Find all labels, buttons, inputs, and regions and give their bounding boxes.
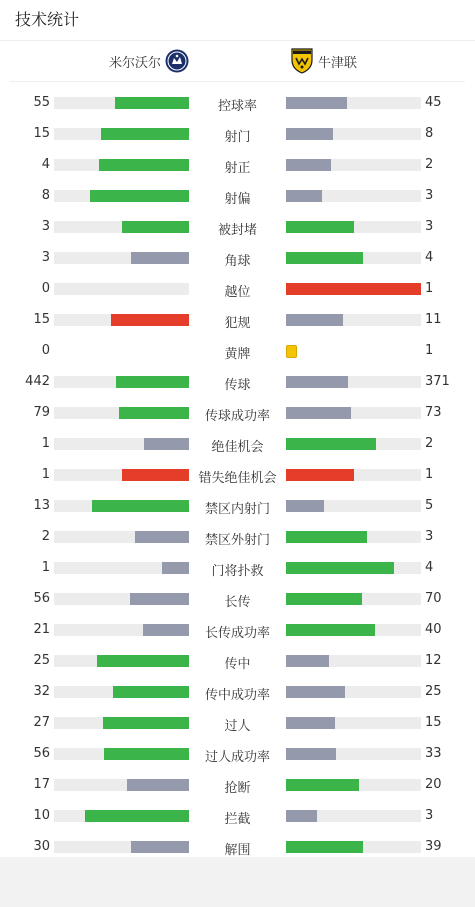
away-bar: [286, 655, 329, 667]
away-bar-track: [286, 593, 421, 605]
away-bar: [286, 159, 331, 171]
home-bar: [90, 190, 189, 202]
away-bar-track: [286, 469, 421, 481]
away-team-name: 牛津联: [318, 55, 358, 71]
away-bar-track: [286, 407, 421, 419]
stat-row: [0, 615, 475, 646]
away-bar-track: [286, 252, 421, 264]
stat-row: [0, 646, 475, 677]
stat-label: 越位: [224, 285, 251, 300]
stat-label: 射偏: [224, 192, 251, 207]
home-value: 15: [33, 126, 50, 141]
away-value: 371: [425, 374, 450, 389]
away-bar: [286, 531, 367, 543]
stat-row: [0, 801, 475, 832]
home-bar: [113, 686, 189, 698]
home-bar: [115, 97, 189, 109]
home-bar-track: [54, 469, 189, 481]
stat-row: [0, 739, 475, 770]
home-value: 15: [33, 312, 50, 327]
home-bar-track: [54, 190, 189, 202]
home-value: 4: [41, 157, 50, 172]
away-bar: [286, 469, 354, 481]
home-bar: [104, 748, 189, 760]
away-bar-track: [286, 562, 421, 574]
home-bar-track: [54, 283, 189, 295]
home-bar-track: [54, 376, 189, 388]
stat-row: [0, 88, 475, 119]
away-bar-track: [286, 624, 421, 636]
home-bar-track: [54, 407, 189, 419]
away-bar-track: [286, 97, 421, 109]
away-value: 8: [425, 126, 434, 141]
away-bar: [286, 593, 362, 605]
away-value: 2: [425, 436, 434, 451]
home-value: 1: [41, 467, 50, 482]
away-value: 15: [425, 715, 442, 730]
stat-label: 被封堵: [217, 223, 257, 238]
home-bar: [130, 593, 189, 605]
home-bar: [135, 531, 189, 543]
away-value: 20: [425, 777, 442, 792]
away-bar: [286, 221, 354, 233]
stat-label: 长传: [224, 595, 251, 610]
stat-row: [0, 150, 475, 181]
stat-label: 长传成功率: [204, 626, 270, 641]
stat-label: 犯规: [224, 316, 251, 331]
home-value: 1: [41, 560, 50, 575]
stat-row: [0, 429, 475, 460]
away-bar-track: [286, 779, 421, 791]
away-value: 5: [425, 498, 434, 513]
away-value: 73: [425, 405, 442, 420]
stat-row: [0, 243, 475, 274]
stat-label: 过人成功率: [204, 750, 270, 765]
home-bar-track: [54, 748, 189, 760]
home-value: 13: [33, 498, 50, 513]
stat-label: 拦截: [224, 812, 251, 827]
home-bar-track: [54, 686, 189, 698]
home-bar: [116, 376, 189, 388]
stat-row: [0, 553, 475, 584]
home-bar-track: [54, 97, 189, 109]
away-bar: [286, 252, 363, 264]
stat-label: 抢断: [224, 781, 251, 796]
away-bar-track: [286, 748, 421, 760]
stat-row: [0, 398, 475, 429]
home-value: 10: [33, 808, 50, 823]
stat-row: [0, 708, 475, 739]
away-value: 3: [425, 188, 434, 203]
stat-row: [0, 305, 475, 336]
home-bar-track: [54, 252, 189, 264]
away-team[interactable]: [290, 48, 357, 74]
stat-row: [0, 212, 475, 243]
home-bar: [99, 159, 189, 171]
home-bar-track: [54, 438, 189, 450]
stat-row: [0, 274, 475, 305]
home-value: 27: [33, 715, 50, 730]
away-bar-track: [286, 500, 421, 512]
away-value: 3: [425, 808, 434, 823]
home-value: 30: [33, 839, 50, 854]
stat-row: [0, 181, 475, 212]
home-value: 55: [33, 95, 50, 110]
page-title: 技术统计: [0, 0, 475, 41]
away-value: 45: [425, 95, 442, 110]
home-bar: [111, 314, 189, 326]
home-value: 1: [41, 436, 50, 451]
home-value: 25: [33, 653, 50, 668]
stat-label: 控球率: [217, 99, 257, 114]
stat-label: 过人: [224, 719, 251, 734]
home-bar: [131, 252, 189, 264]
stat-row: [0, 677, 475, 708]
stat-label: 绝佳机会: [211, 440, 264, 455]
away-bar: [286, 562, 394, 574]
away-bar: [286, 283, 421, 295]
home-value: 79: [33, 405, 50, 420]
stat-label: 传球成功率: [204, 409, 270, 424]
stat-label: 传球: [224, 378, 251, 393]
away-value: 3: [425, 219, 434, 234]
stat-row: [0, 770, 475, 801]
home-bar-track: [54, 593, 189, 605]
home-bar-track: [54, 717, 189, 729]
away-bar: [286, 407, 351, 419]
away-bar: [286, 779, 359, 791]
away-value: 3: [425, 529, 434, 544]
home-bar: [131, 841, 189, 853]
home-bar: [101, 128, 189, 140]
away-bar-track: [286, 376, 421, 388]
stat-row: [0, 584, 475, 615]
oxford-crest-icon: [290, 48, 314, 74]
home-bar: [119, 407, 189, 419]
teams-header: [10, 41, 465, 82]
away-bar-track: [286, 717, 421, 729]
home-bar-track: [54, 314, 189, 326]
home-bar-track: [54, 531, 189, 543]
stat-row: [0, 491, 475, 522]
home-value: 2: [41, 529, 50, 544]
away-bar: [286, 624, 375, 636]
home-bar-track: [54, 500, 189, 512]
away-value: 39: [425, 839, 442, 854]
yellow-card-icon: [286, 345, 297, 358]
home-bar: [122, 469, 190, 481]
home-bar-track: [54, 624, 189, 636]
home-bar: [144, 438, 189, 450]
away-value: 33: [425, 746, 442, 761]
home-value: 56: [33, 746, 50, 761]
stat-label: 角球: [224, 254, 251, 269]
away-bar-track: [286, 221, 421, 233]
home-value: 0: [41, 343, 50, 358]
away-bar: [286, 686, 345, 698]
away-bar: [286, 190, 322, 202]
away-bar-track: [286, 128, 421, 140]
home-bar-track: [54, 779, 189, 791]
stat-label: 门将扑救: [211, 564, 264, 579]
home-value: 56: [33, 591, 50, 606]
away-bar-track: [286, 159, 421, 171]
away-bar-track: [286, 283, 421, 295]
home-value: 0: [41, 281, 50, 296]
away-value: 1: [425, 467, 434, 482]
home-bar: [127, 779, 189, 791]
away-value: 2: [425, 157, 434, 172]
home-value: 442: [25, 374, 50, 389]
home-value: 21: [33, 622, 50, 637]
home-bar-track: [54, 128, 189, 140]
away-value: 40: [425, 622, 442, 637]
home-bar: [143, 624, 189, 636]
away-bar: [286, 314, 343, 326]
home-bar: [92, 500, 189, 512]
away-bar-track: [286, 841, 421, 853]
away-bar: [286, 810, 317, 822]
home-team-name: 米尔沃尔: [108, 55, 161, 71]
away-bar-track: [286, 655, 421, 667]
home-value: 3: [41, 219, 50, 234]
stat-label: 错失绝佳机会: [198, 471, 277, 486]
stat-label: 传中: [224, 657, 251, 672]
away-value: 1: [425, 343, 434, 358]
home-bar: [103, 717, 189, 729]
home-bar-track: [54, 655, 189, 667]
home-value: 3: [41, 250, 50, 265]
away-bar: [286, 97, 347, 109]
stat-row: [0, 522, 475, 553]
home-bar: [85, 810, 189, 822]
stats-list: [0, 82, 475, 863]
home-bar-track: [54, 562, 189, 574]
stat-row: [0, 119, 475, 150]
stat-row: [0, 367, 475, 398]
millwall-crest-icon: [165, 48, 189, 74]
stat-row: [0, 460, 475, 491]
home-value: 8: [41, 188, 50, 203]
home-bar-track: [54, 159, 189, 171]
away-value: 70: [425, 591, 442, 606]
stat-label: 射正: [224, 161, 251, 176]
stat-label: 传中成功率: [204, 688, 270, 703]
away-bar: [286, 376, 348, 388]
stat-label: 禁区外射门: [204, 533, 270, 548]
away-value: 1: [425, 281, 434, 296]
stat-label: 解围: [224, 843, 251, 858]
away-bar-track: [286, 438, 421, 450]
stat-label: 禁区内射门: [204, 502, 270, 517]
home-value: 32: [33, 684, 50, 699]
away-bar: [286, 717, 335, 729]
away-value: 11: [425, 312, 442, 327]
stat-label: 黄牌: [224, 347, 251, 362]
away-bar: [286, 500, 324, 512]
home-value: 17: [33, 777, 50, 792]
away-value: 12: [425, 653, 442, 668]
home-bar-track: [54, 841, 189, 853]
away-bar: [286, 128, 333, 140]
away-bar-track: [286, 190, 421, 202]
away-bar-track: [286, 314, 421, 326]
home-bar-track: [54, 810, 189, 822]
away-value: 4: [425, 560, 434, 575]
away-bar: [286, 841, 363, 853]
stat-row: [0, 336, 475, 367]
home-bar-track: [54, 221, 189, 233]
away-bar: [286, 748, 336, 760]
away-value: 25: [425, 684, 442, 699]
away-bar-track: [286, 810, 421, 822]
home-team[interactable]: [109, 48, 189, 74]
home-bar: [162, 562, 189, 574]
away-bar-track: [286, 686, 421, 698]
away-bar: [286, 438, 376, 450]
stat-label: 射门: [224, 130, 251, 145]
stat-row: [0, 832, 475, 863]
away-value: 4: [425, 250, 434, 265]
home-bar: [97, 655, 189, 667]
home-bar: [122, 221, 190, 233]
away-bar-track: [286, 531, 421, 543]
